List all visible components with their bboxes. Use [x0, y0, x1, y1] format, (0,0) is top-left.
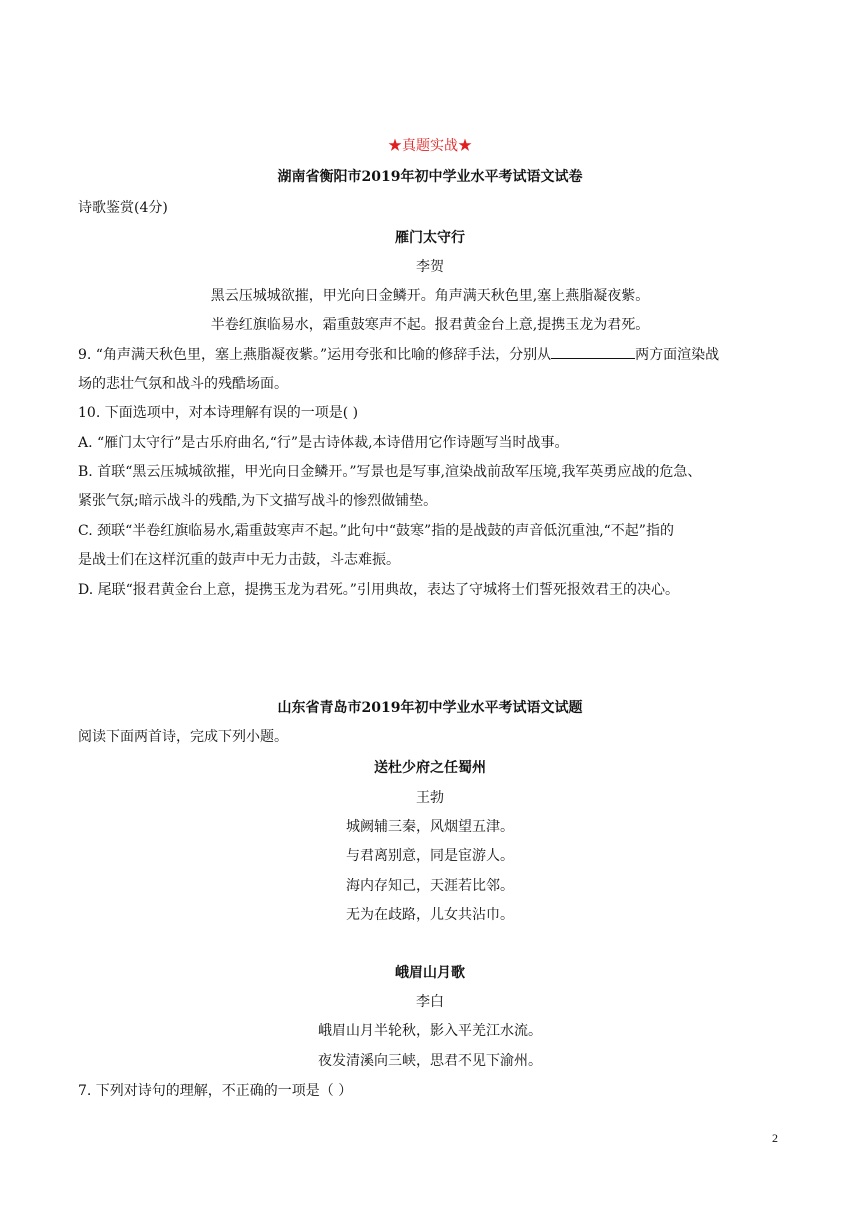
poem-author: 李贺: [416, 259, 444, 275]
poem2-line: 峨眉山月半轮秋，影入平羌江水流。: [318, 1023, 542, 1039]
poem-line: 黑云压城城欲摧，甲光向日金鳞开。角声满天秋色里,塞上燕脂凝夜紫。: [210, 288, 650, 304]
option-a: A. “雁门太守行”是古乐府曲名,“行”是古诗体裁,本诗借用它作诗题写当时战事。: [78, 435, 569, 451]
exam2-instruction: 阅读下面两首诗，完成下列小题。: [78, 729, 288, 745]
option-b: B. 首联“黑云压城城欲摧，甲光向日金鳞开。”写景也是写事,渲染战前敌军压境,我军英勇应战的危急、: [78, 464, 702, 480]
page-number: 2: [772, 1131, 778, 1145]
exam1-title: 湖南省衡阳市2019年初中学业水平考试语文试卷: [277, 169, 583, 185]
poem1-line: 无为在歧路，儿女共沾巾。: [346, 907, 514, 923]
poem2-author: 李白: [416, 994, 444, 1010]
exam2-title: 山东省青岛市2019年初中学业水平考试语文试题: [277, 700, 583, 716]
option-c-cont: 是战士们在这样沉重的鼓声中无力击鼓，斗志难振。: [78, 552, 400, 568]
question-9-text: 9. “角声满天秋色里，塞上燕脂凝夜紫。”运用夸张和比喻的修辞手法，分别从: [78, 347, 552, 363]
poem1-title: 送杜少府之任蜀州: [374, 760, 486, 776]
poem-title: 雁门太守行: [395, 230, 465, 246]
question-7-stem: 7. 下列对诗句的理解，不正确的一项是（ ）: [78, 1083, 353, 1099]
section-banner: ★真题实战★: [388, 138, 472, 154]
question-9-text-end: 两方面渲染战: [635, 347, 720, 363]
question-9: [78, 346, 719, 364]
option-d: D. 尾联“报君黄金台上意，提携玉龙为君死。”引用典故，表达了守城将士们誓死报效君王的决心。: [78, 582, 679, 598]
option-b-cont: 紧张气氛;暗示战斗的残酷,为下文描写战斗的惨烈做铺垫。: [78, 493, 438, 509]
poem-line: 半卷红旗临易水，霜重鼓寒声不起。报君黄金台上意,提携玉龙为君死。: [210, 317, 650, 333]
poem2-line: 夜发清溪向三峡，思君不见下渝州。: [318, 1053, 542, 1069]
question-10-stem: 10. 下面选项中，对本诗理解有误的一项是( ): [78, 405, 359, 421]
question-9-line2: 场的悲壮气氛和战斗的残酷场面。: [78, 376, 288, 392]
poem1-line: 与君离别意，同是宦游人。: [346, 848, 514, 864]
exam1-section-label: 诗歌鉴赏(4分): [78, 200, 168, 216]
poem2-title: 峨眉山月歌: [395, 965, 465, 981]
answer-blank: [551, 346, 635, 359]
poem1-author: 王勃: [416, 790, 444, 806]
option-c: C. 颈联“半卷红旗临易水,霜重鼓寒声不起。”此句中“鼓寒”指的是战鼓的声音低沉重浊,“不起”指的: [78, 523, 674, 539]
poem1-line: 海内存知己，天涯若比邻。: [346, 878, 514, 894]
poem1-line: 城阙辅三秦，风烟望五津。: [346, 819, 514, 835]
